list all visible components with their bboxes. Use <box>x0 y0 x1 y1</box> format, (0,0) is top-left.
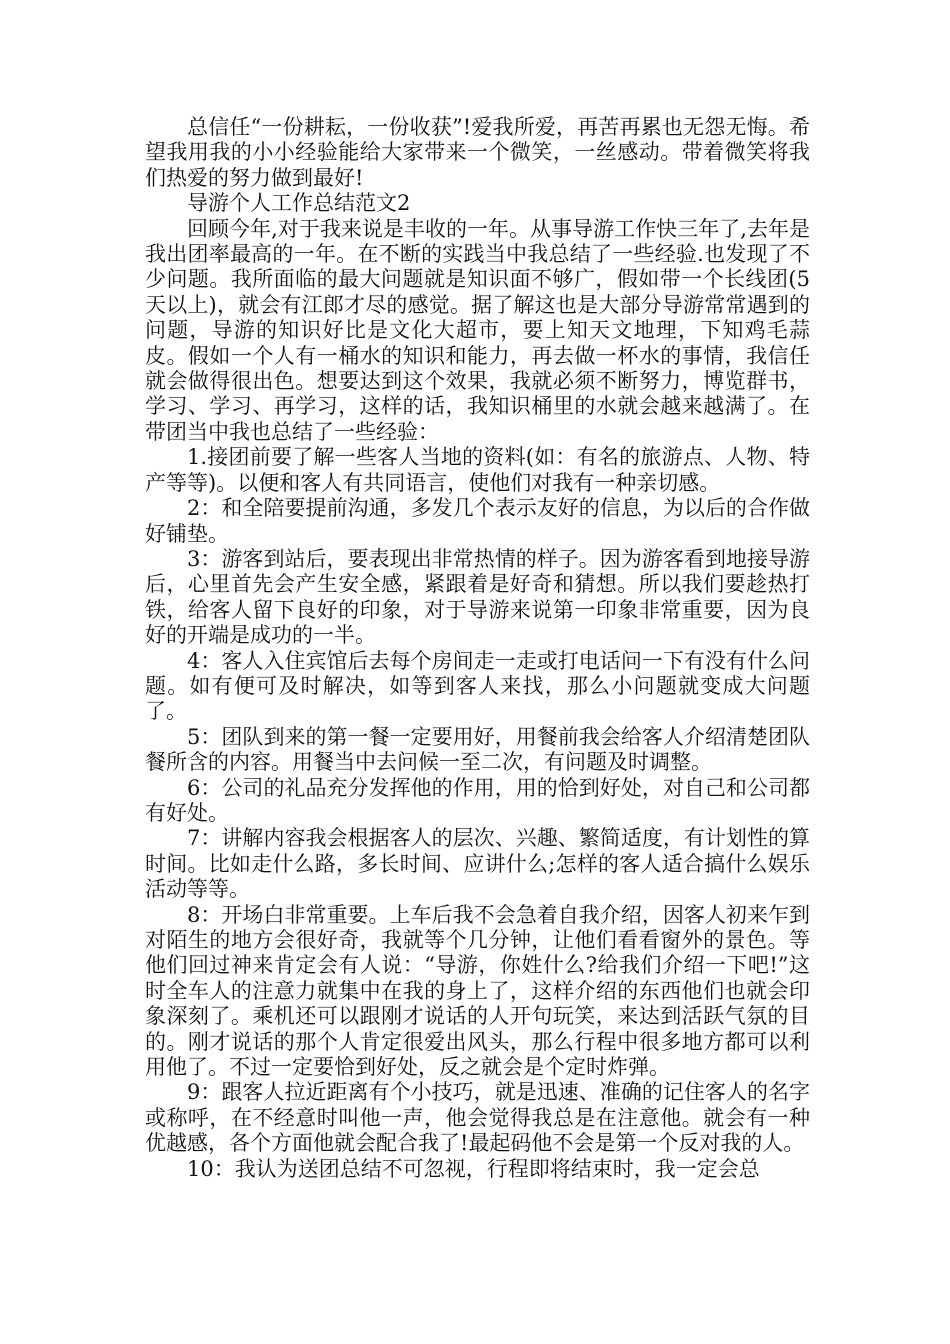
list-item-1: 1.接团前要了解一些客人当地的资料(如：有名的旅游点、人物、特产等等)。以便和客人有共同语言，使他们对我有一种亲切感。 <box>145 445 810 495</box>
paragraph-intro: 回顾今年,对于我来说是丰收的一年。从事导游工作快三年了,去年是我出团率最高的一年。在不断的实践当中我总结了一些经验.也发现了不少问题。我所面临的最大问题就是知识面不够广，假如带一个长线团(5天以上)，就会有江郎才尽的感觉。据了解这也是大部分导游常常遇到的问题，导游的知识好比是文化大超市，要上知天文地理，下知鸡毛蒜皮。假如一个人有一桶水的知识和能力，再去做一杯水的事情，我信任就会做得很出色。想要达到这个效果，我就必须不断努力，博览群书，学习、学习、再学习，这样的话，我知识桶里的水就会越来越满了。在带团当中我也总结了一些经验： <box>145 216 810 444</box>
section-title: 导游个人工作总结范文2 <box>187 191 411 216</box>
list-item-6: 6：公司的礼品充分发挥他的作用，用的恰到好处，对自己和公司都有好处。 <box>145 775 810 825</box>
list-item-10: 10：我认为送团总结不可忽视，行程即将结束时，我一定会总 <box>187 1156 760 1181</box>
list-item-8: 8：开场白非常重要。上车后我不会急着自我介绍，因客人初来乍到对陌生的地方会很好奇，我就等个几分钟，让他们看看窗外的景色。等他们回过神来肯定会有人说：“导游，你姓什么?给我们介绍一下吧!”这时全车人的注意力就集中在我的身上了，这样介绍的东西他们也就会印象深刻了。乘机还可以跟刚才说话的人开句玩笑，来达到活跃气氛的目的。刚才说话的那个人肯定很爱出风头，那么行程中很多地方都可以利用他了。不过一定要恰到好处，反之就会是个定时炸弹。 <box>145 902 810 1080</box>
list-item-7: 7：讲解内容我会根据客人的层次、兴趣、繁简适度，有计划性的算时间。比如走什么路，多长时间、应讲什么;怎样的客人适合搞什么娱乐活动等等。 <box>145 826 810 902</box>
list-item-3: 3：游客到站后，要表现出非常热情的样子。因为游客看到地接导游后，心里首先会产生安全感，紧跟着是好奇和猜想。所以我们要趁热打铁，给客人留下良好的印象，对于导游来说第一印象非常重要，因为良好的开端是成功的一半。 <box>145 546 810 648</box>
list-item-4: 4：客人入住宾馆后去每个房间走一走或打电话问一下有没有什么问题。如有便可及时解决，如等到客人来找，那么小问题就变成大问题了。 <box>145 648 810 724</box>
list-item-9: 9：跟客人拉近距离有个小技巧，就是迅速、准确的记住客人的名字或称呼，在不经意时叫他一声，他会觉得我总是在注意他。就会有一种优越感，各个方面他就会配合我了!最起码他不会是第一个反对我的人。 <box>145 1080 810 1156</box>
document-body <box>145 115 810 1182</box>
list-item-2: 2：和全陪要提前沟通，多发几个表示友好的信息，为以后的合作做好铺垫。 <box>145 496 810 546</box>
paragraph-closing: 总信任“一份耕耘，一份收获”!爱我所爱，再苦再累也无怨无悔。希望我用我的小小经验能给大家带来一个微笑，一丝感动。带着微笑将我们热爱的努力做到最好! <box>145 115 810 190</box>
list-item-5: 5：团队到来的第一餐一定要用好，用餐前我会给客人介绍清楚团队餐所含的内容。用餐当中去问候一至二次，有问题及时调整。 <box>145 724 810 775</box>
